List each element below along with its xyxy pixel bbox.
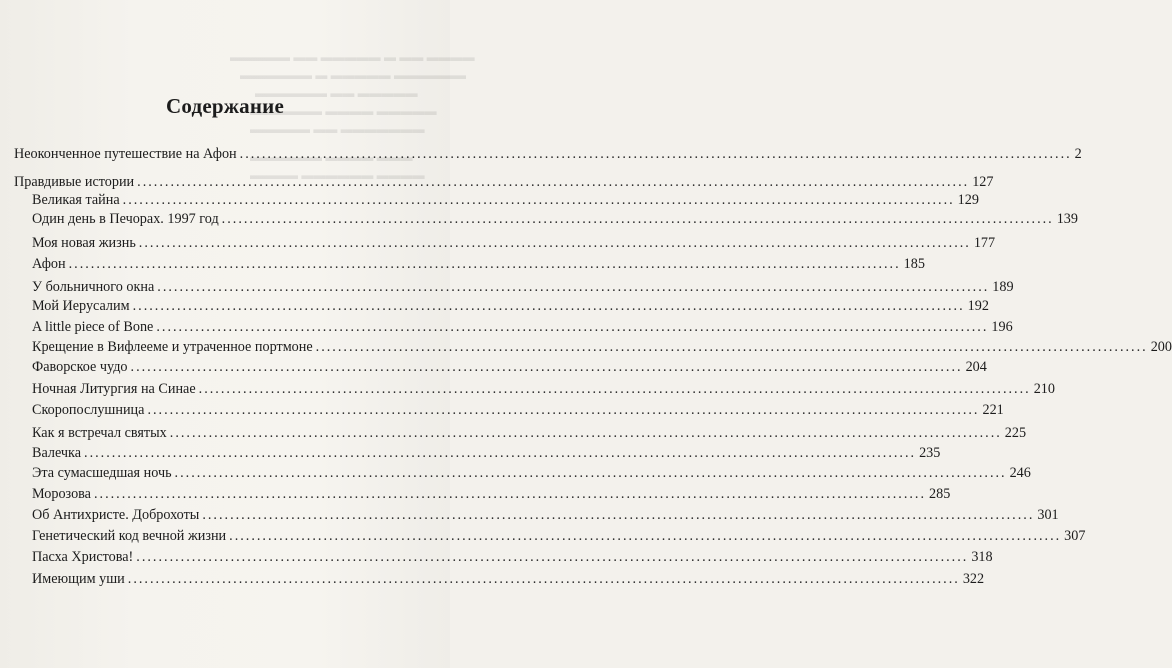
toc-entry-title: Валечка (32, 445, 82, 461)
toc-page-number: 322 (962, 571, 985, 587)
toc-entry (32, 506, 1059, 524)
dot-leader (84, 444, 916, 462)
bleed-through-text: ▬▬▬▬ ▬▬ ▬ ▬▬▬▬▬ ▬▬ ▬▬▬▬▬ (230, 50, 475, 64)
bleed-through-text: ▬▬▬▬▬▬▬ ▬▬ ▬▬▬▬▬ (250, 122, 425, 136)
toc-entry (32, 401, 1004, 419)
toc-entry-title: Неоконченное путешествие на Афон (14, 146, 237, 162)
toc-page-number: 2 (1074, 146, 1082, 162)
toc-entry (32, 570, 985, 588)
toc-entry (14, 173, 994, 191)
dot-leader (128, 570, 960, 588)
toc-entry (32, 297, 989, 315)
toc-page-number: 225 (1004, 425, 1027, 441)
toc-entry (32, 255, 925, 273)
toc-entry-title: Как я встречал святых (32, 425, 167, 441)
toc-entry (32, 210, 1078, 228)
dot-leader (199, 380, 1031, 398)
dot-leader (147, 401, 979, 419)
toc-page-number: 200 (1150, 339, 1172, 355)
toc-entry (32, 191, 979, 209)
dot-leader (133, 297, 965, 315)
bleed-through-text: ▬▬▬▬ ▬▬▬▬▬▬ ▬▬▬▬ (250, 168, 425, 182)
toc-page-number: 210 (1033, 381, 1055, 397)
toc-page-number: 318 (971, 549, 993, 565)
toc-entry-title: Об Антихристе. Доброхоты (32, 507, 200, 523)
toc-entry-title: Мой Иерусалим (32, 298, 130, 314)
toc-entry-title: Пасха Христова! (32, 549, 134, 565)
toc-entry (32, 358, 987, 376)
toc-page-number: 301 (1037, 507, 1059, 523)
dot-leader (240, 145, 1072, 163)
toc-page-number: 246 (1009, 465, 1031, 481)
toc-page-number: 192 (967, 298, 989, 314)
dot-leader (139, 234, 971, 252)
toc-entry-title: Один день в Печорах. 1997 год (32, 211, 219, 227)
toc-entry-title: Эта сумасшедшая ночь (32, 465, 172, 481)
toc-entry (32, 444, 941, 462)
dot-leader (156, 318, 988, 336)
toc-entry (32, 380, 1055, 398)
toc-page-number: 189 (992, 279, 1014, 295)
page-title: Содержание (166, 94, 284, 118)
toc-page-number: 307 (1064, 528, 1086, 544)
dot-leader (94, 485, 926, 503)
dot-leader (170, 424, 1002, 442)
toc-page-number: 139 (1056, 211, 1078, 227)
bleed-through-text: ▬▬▬▬▬▬ ▬▬▬▬▬ ▬ ▬▬▬▬▬▬ (240, 68, 467, 82)
dot-leader (157, 278, 989, 296)
toc-entry (32, 318, 1013, 336)
toc-entry-title: Генетический код вечной жизни (32, 528, 227, 544)
toc-page-number: 285 (929, 486, 951, 502)
toc-entry-title: Крещение в Вифлееме и утраченное портмоне (32, 339, 313, 355)
toc-page-number: 204 (965, 359, 987, 375)
dot-leader (229, 527, 1061, 545)
toc-entry (32, 424, 1027, 442)
toc-entry-title: Моя новая жизнь (32, 235, 136, 251)
toc-entry (32, 548, 993, 566)
toc-page-number: 177 (973, 235, 996, 251)
toc-entry-title: Афон (32, 256, 66, 272)
toc-entry (32, 278, 1014, 296)
dot-leader (123, 191, 955, 209)
dot-leader (175, 464, 1007, 482)
bleed-through-text: ▬▬▬▬▬ ▬▬ ▬▬▬▬▬▬ (255, 86, 418, 100)
dot-leader (316, 338, 1148, 356)
bleed-through-text: ▬▬▬▬▬ ▬▬▬▬ ▬▬▬▬▬▬ (250, 104, 437, 118)
dot-leader (69, 255, 901, 273)
toc-entry (32, 464, 1031, 482)
toc-entry-title: Великая тайна (32, 192, 120, 208)
toc-entry (32, 485, 951, 503)
toc-page-number: 221 (982, 402, 1004, 418)
toc-entry-title: У больничного окна (32, 279, 155, 295)
bleed-through-text: ▬▬▬ ▬▬▬▬ ▬▬▬▬▬▬ (250, 150, 413, 164)
toc-entry-title: Морозова (32, 486, 91, 502)
toc-entry-title: Скоропослушница (32, 402, 145, 418)
toc-entry (32, 234, 996, 252)
toc-entry-title: A little piece of Bone (32, 319, 154, 335)
toc-entry (32, 527, 1086, 545)
toc-entry (32, 338, 1172, 356)
toc-entry-title: Ночная Литургия на Синае (32, 381, 196, 397)
dot-leader (136, 548, 968, 566)
toc-entry (14, 145, 1082, 163)
toc-entry-title: Имеющим уши (32, 571, 125, 587)
toc-entry-title: Правдивые истории (14, 174, 135, 190)
dot-leader (131, 358, 963, 376)
toc-page-number: 235 (919, 445, 941, 461)
dot-leader (202, 506, 1034, 524)
toc-entry-title: Фаворское чудо (32, 359, 128, 375)
toc-page-number: 185 (903, 256, 925, 272)
toc-page-number: 129 (957, 192, 979, 208)
toc-page-number: 196 (991, 319, 1013, 335)
dot-leader (137, 173, 969, 191)
toc-page-number: 127 (972, 174, 994, 190)
dot-leader (222, 210, 1054, 228)
